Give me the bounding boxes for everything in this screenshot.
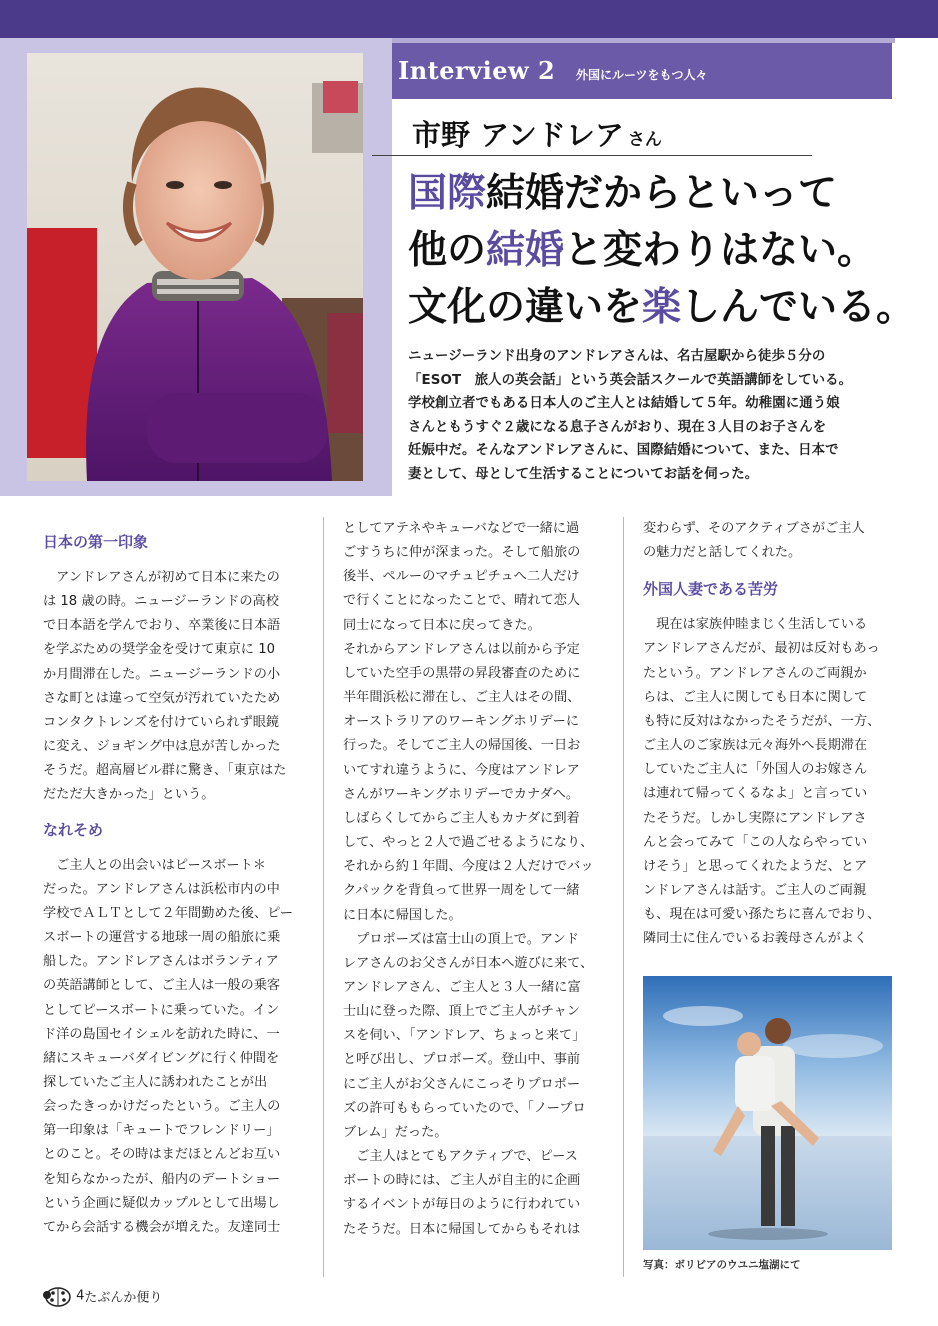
headline-accent: 国際 [408, 170, 487, 216]
body-line: も、現在は可愛い孫たちに喜んでおり、 [643, 907, 881, 923]
name-suffix: さん [627, 130, 662, 150]
body-line: としてアテネやキューバなどで一緒に過 [343, 521, 580, 536]
lead-line: 「ESOT 旅人の英会話」という英会話スクールで英語講師をしている。 [408, 372, 853, 388]
lead-line: さんともうすぐ２歳になる息子さんがおり、現在３人目のお子さんを [408, 419, 827, 435]
body-line: しばらくしてからご主人もカナダに到着 [343, 810, 580, 826]
body-line: クパックを背負って世界一周をして一緒 [343, 883, 580, 899]
body-line: 会ったきっかけだったという。ご主人の [43, 1099, 281, 1115]
body-line: ご主人との出会いはピースボート＊ [43, 857, 266, 873]
headline [408, 165, 915, 336]
body-line: さな町とは違って空気が汚れていたため [43, 690, 281, 706]
interviewee-name [412, 113, 662, 154]
headline-accent: 結婚 [486, 227, 565, 273]
body-line: という企画に疑似カップルとして出場し [43, 1195, 280, 1211]
body-line: さんがワーキングホリデーでカナダへ。 [343, 786, 580, 802]
body-line: 変わらず、そのアクティブさがご主人 [643, 521, 865, 536]
body-line: ブレム」だった。 [343, 1124, 448, 1140]
body-line: ド洋の島国セイシェルを訪れた時に、一 [43, 1026, 280, 1042]
body-line: だった。アンドレアさんは浜松市内の中 [43, 881, 280, 897]
body-line: して、やっと２人で過ごせるようになり、 [343, 835, 594, 851]
lead-line: ニュージーランド出身のアンドレアさんは、名古屋駅から徒歩５分の [408, 349, 826, 364]
body-line: 半年間浜松に滞在し、ご主人はその間、 [343, 690, 581, 706]
name-text: 市野 アンドレア [412, 118, 624, 152]
body-line: としてピースボートに乗っていた。イン [43, 1002, 280, 1018]
body-line: と呼び出し、プロポーズ。登山中、事前 [343, 1052, 581, 1068]
body-line: 探していたご主人に誘われたことが出 [43, 1074, 268, 1090]
body-line: 行った。そしてご主人の帰国後、一日お [343, 738, 581, 754]
ladybug-icon [42, 1284, 72, 1308]
interview-subtitle: 外国にルーツをもつ人々 [576, 68, 708, 82]
headline-line-2 [408, 222, 915, 279]
body-line: アンドレアさん、ご主人と３人一緒に富 [343, 979, 581, 995]
body-line: ごすうちに仲が深まった。そして船旅の [343, 545, 581, 561]
body-line: コンタクトレンズを付けていられず眼鏡 [43, 714, 280, 730]
body-line: の英語講師として、ご主人は一般の乗客 [43, 978, 281, 994]
body-line: たそうだ。しかし実際にアンドレアさ [643, 810, 867, 826]
headline-text: 文化の違いを [408, 284, 643, 330]
body-line: にご主人がお父さんにこっそりプロポー [343, 1076, 581, 1092]
body-line: ご主人はとてもアクティブで、ピース [343, 1149, 578, 1165]
body-line: スを伺い、「アンドレア、ちょっと来て」 [343, 1028, 586, 1044]
headline-text: と変わりはない。 [564, 227, 877, 273]
headline-line-3 [408, 279, 915, 336]
body-line: たという。アンドレアさんのご両親か [643, 665, 867, 681]
body-line: ズの許可ももらっていたので、「ノープロ [343, 1100, 586, 1116]
body-line: アンドレアさんだが、最初は反対もあっ [643, 641, 880, 657]
body-line: けそう」と思ってくれたようだ、とア [643, 858, 868, 874]
section-heading: 日本の第一印象 [43, 533, 149, 551]
body-line: プロポーズは富士山の頂上で。アンド [343, 931, 579, 947]
headline-text: しんでいる。 [681, 284, 916, 330]
body-line: だただ大きかった」という。 [43, 787, 215, 803]
name-underline [372, 155, 812, 156]
photo-caption: 写真：ボリビアのウユニ塩湖にて [643, 1259, 801, 1271]
body-line: していたご主人に「外国人のお嫁さん [643, 762, 868, 778]
body-line: 現在は家族仲睦まじく生活している [643, 617, 868, 633]
body-line: に変え、ジョギング中は息が苦しかった [43, 739, 281, 755]
body-line: は 18 歳の時。ニュージーランドの高校 [43, 594, 279, 610]
body-line: オーストラリアのワーキングホリデーに [343, 714, 580, 730]
body-line: 船した。アンドレアさんはボランティア [43, 954, 279, 970]
body-line: ンドレアさんは話す。ご主人のご両親 [643, 883, 867, 899]
column-divider [623, 517, 624, 1277]
body-line: レアさんのお父さんが日本へ遊びに来て、 [343, 955, 594, 971]
headline-line-1 [408, 165, 915, 222]
body-line: ご主人のご家族は元々海外へ長期滞在 [643, 738, 868, 754]
body-line: 同士になって日本に戻ってきた。 [343, 617, 541, 633]
body-line: いてすれ違うように、今度はアンドレア [343, 762, 580, 778]
body-line: てから会話する機会が増えた。友達同士 [43, 1219, 281, 1235]
section-heading: なれそめ [43, 820, 104, 839]
salt-flat-photo [643, 976, 892, 1250]
section-heading: 外国人妻である苦労 [643, 580, 779, 599]
body-line: を学ぶための奨学金を受けて東京に 10 [43, 642, 275, 658]
body-line: たそうだ。日本に帰国してからもそれは [343, 1221, 581, 1237]
portrait-photo [27, 53, 363, 481]
body-line: アンドレアさんが初めて日本に来たの [43, 570, 280, 585]
top-color-bar [0, 0, 938, 38]
page-number: 4 [76, 1288, 85, 1304]
body-line: は連れて帰ってくるなよ」と言ってい [643, 786, 868, 802]
body-line: 第一印象は「キュートでフレンドリー」 [43, 1123, 280, 1139]
body-line: それからアンドレアさんは以前から予定 [343, 641, 580, 657]
body-line: そうだ。超高層ビル群に驚き、「東京はた [43, 763, 287, 779]
body-line: とのこと。その時はまだほとんどお互い [43, 1147, 281, 1163]
column-divider [323, 517, 324, 1277]
body-line: 学校でＡＬＴとして２年間勤めた後、ピー [43, 905, 294, 921]
lead-line: 妻として、母として生活することについてお話を伺った。 [408, 466, 759, 482]
page-footer [42, 1284, 162, 1308]
body-line: に日本に帰国した。 [343, 907, 462, 923]
body-line: するイベントが毎日のように行われてい [343, 1197, 581, 1213]
body-line: スボートの運営する地球一周の船旅に乗 [43, 930, 281, 946]
body-line: ボートの時には、ご主人が自主的に企画 [343, 1173, 581, 1189]
article-column-1 [43, 530, 309, 1240]
article-column-3 [643, 517, 903, 952]
headline-text: 他の [408, 227, 487, 273]
publication-name: たぶんか便り [84, 1290, 163, 1306]
body-line: らは、ご主人に関しても日本に関して [643, 689, 868, 705]
body-line: 隣同士に住んでいるお義母さんがよく [643, 931, 868, 947]
body-line: で日本語を学んでおり、卒業後に日本語 [43, 618, 281, 634]
body-line: を知らなかったが、船内のデートショー [43, 1171, 281, 1187]
body-line: 緒にスキューバダイビングに行く仲間を [43, 1050, 280, 1066]
body-line: の魅力だと話してくれた。 [643, 545, 802, 561]
lead-line: 学校創立者でもある日本人のご主人とは結婚して５年。幼稚園に通う娘 [408, 396, 840, 412]
body-line: んと会ってみて「この人ならやってい [643, 834, 868, 850]
body-line: 士山に登った際、頂上でご主人がチャン [343, 1004, 580, 1020]
body-line: か月間滞在した。ニュージーランドの小 [43, 666, 281, 682]
body-line: それから約１年間、今度は２人だけでバッ [343, 859, 594, 875]
interview-label: Interview 2 [398, 56, 556, 85]
article-column-2 [343, 517, 611, 1242]
headline-text: 結婚だからといって [486, 170, 838, 216]
lead-line: 妊娠中だ。そんなアンドレアさんに、国際結婚について、また、日本で [408, 443, 839, 459]
headline-accent: 楽 [642, 284, 682, 330]
body-line: 後半、ペルーのマチュピチュへ二人だけ [343, 569, 580, 585]
body-line: も特に反対はなかったそうだが、一方、 [643, 713, 881, 729]
lead-paragraph [408, 345, 898, 487]
body-line: で行くことになったことで、晴れて恋人 [343, 593, 581, 609]
body-line: していた空手の黒帯の昇段審査のために [343, 665, 581, 681]
